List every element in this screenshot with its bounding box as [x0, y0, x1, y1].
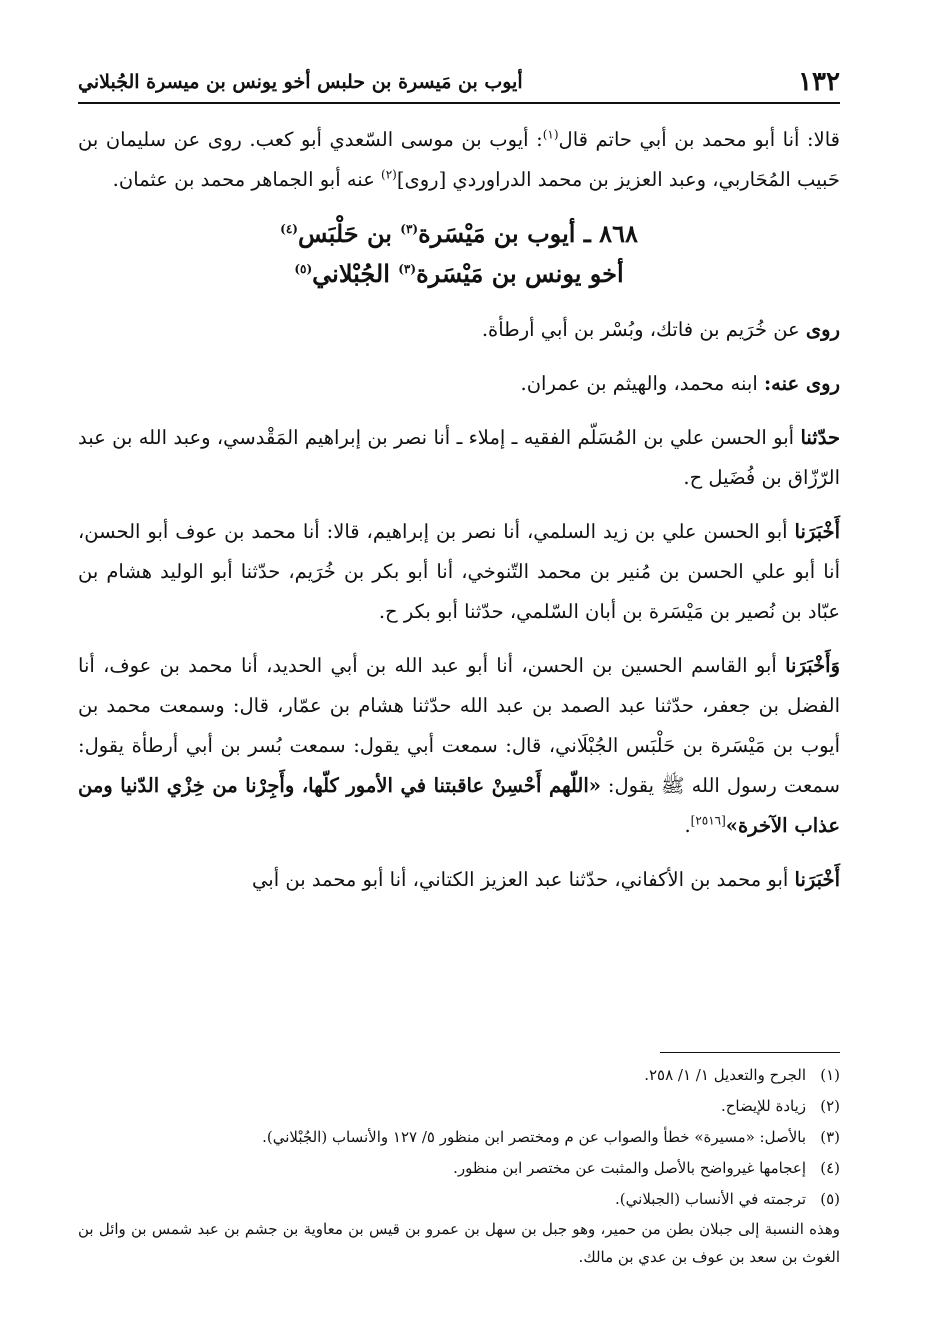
footnote-text: بالأصل: «مسيرة» خطأ والصواب عن م ومختصر ابن منظور ٥/ ١٢٧ والأنساب (الجُبْلاني).: [262, 1128, 806, 1146]
paragraph-lead: روى: [805, 318, 840, 341]
footnote-item: [78, 1091, 840, 1122]
footnote-number: (٤): [820, 1159, 840, 1177]
footnote-text: الجرح والتعديل ١/ ١/ ٢٥٨.: [644, 1066, 806, 1084]
heading-text: أخو يونس بن مَيْسَرة: [416, 259, 624, 288]
running-title: أيوب بن مَيسرة بن حلبس أخو يونس بن ميسرة الجُبلاني: [78, 71, 523, 93]
hadith-number: [٢٥١٦]: [690, 813, 726, 828]
footnote-ref: (٣): [400, 222, 419, 236]
paragraph-text: قالا: أنا أبو محمد بن أبي حاتم قال: [558, 128, 841, 151]
paragraph-lead: أَخْبَرَنا: [794, 868, 840, 891]
page-number: ١٣٢: [798, 67, 840, 97]
heading-line-2: [78, 254, 840, 294]
footnote-number: (٣): [820, 1128, 840, 1146]
footnote-ref: (٥): [294, 262, 313, 276]
heading-text: ٨٦٨ ـ أيوب بن مَيْسَرة: [418, 219, 638, 248]
footnote-ref: (٢): [381, 167, 397, 182]
paragraph-text: أبو الحسن علي بن المُسَلّم الفقيه ـ إملاء ـ أنا نصر بن إبراهيم المَقْدسي، وعبد الله بن عبد الرّزّاق بن فُضَيل ح.: [78, 426, 840, 489]
paragraph-6: [78, 646, 840, 846]
footnote-text: ترجمته في الأنساب (الجبلاني).: [615, 1190, 806, 1208]
footnote-number: (٢): [820, 1097, 840, 1115]
paragraph-1: [78, 120, 840, 200]
heading-text: بن حَلْبَس: [297, 219, 401, 248]
paragraph-text: أبو القاسم الحسين بن الحسن، أنا أبو عبد الله بن أبي الحديد، أنا محمد بن عوف، أنا الفضل بن جعفر، حدّثنا عبد الصمد بن عبد الله حدّثنا هشام بن عمّار، قال: وسمعت محمد بن أيوب بن مَيْسَرة بن حَلْبَس الجُبْلَاني، قال: سمعت أبي يقول: سمعت بُسر بن أبي أرطأة يقول: سمعت رسول الله ﷺ يقول:: [78, 654, 840, 797]
footnote-ref: (١): [542, 127, 559, 142]
paragraph-lead: وَأَخْبَرَنا: [785, 654, 840, 677]
footnote-item: [78, 1153, 840, 1184]
paragraph-text: عن خُرَيم بن فاتك، وبُسْر بن أبي أرطأة.: [481, 318, 806, 341]
footnote-separator: [660, 1052, 840, 1053]
main-text: [78, 120, 840, 914]
paragraph-lead: حدّثنا: [800, 426, 840, 449]
paragraph-2: [78, 310, 840, 350]
entry-heading: [78, 214, 840, 294]
page-header: [78, 62, 840, 104]
paragraph-7: [78, 860, 840, 900]
footnote-ref: (٣): [398, 262, 417, 276]
book-page: [78, 0, 840, 1340]
footnote-item: [78, 1060, 840, 1091]
heading-text: الجُبْلاني: [312, 259, 399, 288]
heading-line-1: [78, 214, 840, 254]
paragraph-text: عنه أبو الجماهر محمد بن عثمان.: [112, 168, 382, 191]
footnotes: [78, 1060, 840, 1271]
footnote-text: إعجامها غيرواضح بالأصل والمثبت عن مختصر ابن منظور.: [453, 1159, 806, 1177]
footnote-item: [78, 1122, 840, 1153]
paragraph-lead: روى عنه:: [763, 372, 840, 395]
paragraph-lead: أَخْبَرَنا: [794, 520, 840, 543]
footnote-number: (٥): [820, 1190, 840, 1208]
paragraph-text: .: [684, 814, 691, 837]
hadith-quote: «اللّهم أَحْسِنْ عاقبتنا في الأمور كلّها، وأَجِرْنا من خِزْي الدّنيا ومن عذاب الآخرة»: [78, 774, 840, 837]
paragraph-3: [78, 364, 840, 404]
footnote-text: زيادة للإيضاح.: [720, 1097, 806, 1115]
paragraph-5: [78, 512, 840, 632]
footnote-item: [78, 1184, 840, 1215]
footnote-ref: (٤): [280, 222, 298, 236]
paragraph-4: [78, 418, 840, 498]
footnote-number: (١): [820, 1066, 840, 1084]
paragraph-text: ابنه محمد، والهيثم بن عمران.: [520, 372, 764, 395]
paragraph-text: أبو الحسن علي بن زيد السلمي، أنا نصر بن إبراهيم، قالا: أنا محمد بن عوف أبو الحسن، أنا أبو علي الحسن بن مُنير بن محمد التّنوخي، أنا أبو بكر بن خُرَيم، حدّثنا أبو الوليد هشام بن عبّاد بن نُصير بن مَيْسَرة بن أبان السّلمي، حدّثنا أبو بكر ح.: [78, 520, 840, 623]
paragraph-text: : أيوب بن موسى السّعدي أبو كعب. روى عن سليمان بن حَبيب المُحَاربي، وعبد العزيز بن محمد الدراوردي [روى]: [78, 128, 840, 191]
footnote-continuation: وهذه النسبة إلى جبلان بطن من حمير، وهو جبل بن سهل بن عمرو بن قيس بن معاوية بن جشم بن عبد شمس بن وائل بن الغوث بن سعد بن عوف بن عدي بن مالك.: [78, 1220, 840, 1266]
paragraph-text: أبو محمد بن الأكفاني، حدّثنا عبد العزيز الكتاني، أنا أبو محمد بن أبي: [252, 868, 795, 891]
